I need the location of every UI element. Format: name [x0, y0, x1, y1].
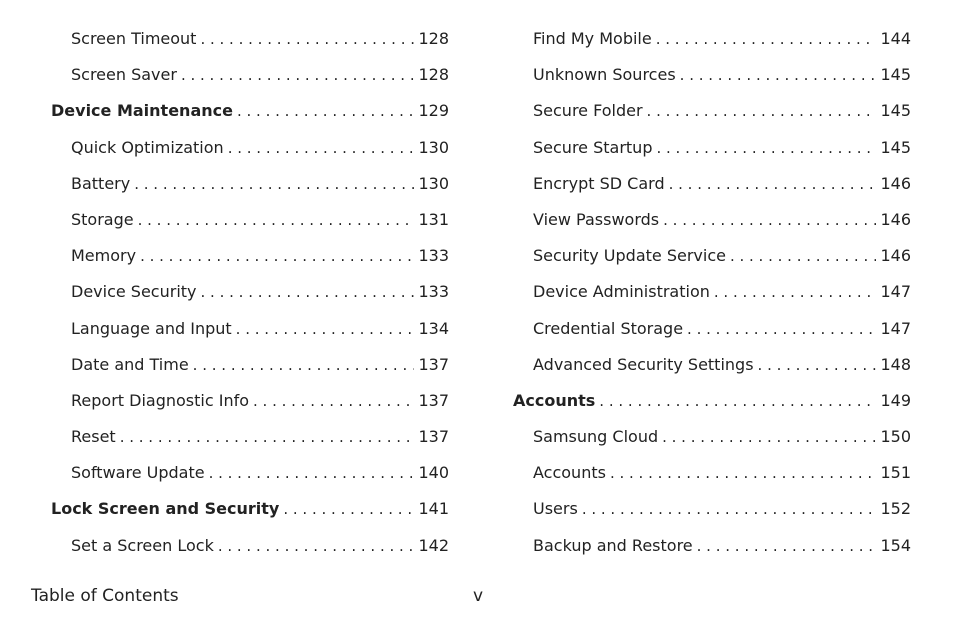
toc-subsection-entry[interactable] [513, 455, 911, 491]
toc-entry-title: Security Update Service [533, 246, 726, 266]
toc-subsection-entry[interactable] [513, 274, 911, 310]
toc-subsection-entry[interactable] [51, 166, 449, 202]
toc-entry-title: Device Maintenance [51, 101, 233, 121]
toc-subsection-entry[interactable] [51, 455, 449, 491]
toc-entry-title: Secure Startup [533, 137, 653, 157]
toc-entry-page-number: 134 [418, 318, 449, 338]
toc-entry-title: Lock Screen and Security [51, 499, 280, 519]
toc-subsection-entry[interactable] [51, 21, 449, 57]
toc-entry-page-number: 149 [880, 390, 911, 410]
dot-leader [140, 238, 414, 274]
toc-subsection-entry[interactable] [51, 274, 449, 310]
dot-leader [193, 347, 415, 383]
toc-entry-page-number: 145 [880, 101, 911, 121]
toc-subsection-entry[interactable] [513, 93, 911, 129]
toc-entry-page-number: 133 [418, 282, 449, 302]
toc-entry-page-number: 142 [418, 535, 449, 555]
toc-entry-title: Users [533, 499, 578, 519]
toc-entry-page-number: 147 [880, 318, 911, 338]
toc-entry-page-number: 148 [880, 354, 911, 374]
toc-entry-title: Report Diagnostic Info [71, 390, 249, 410]
dot-leader [647, 93, 877, 129]
toc-entry-page-number: 152 [880, 499, 911, 519]
toc-entry-title: Software Update [71, 463, 205, 483]
toc-subsection-entry[interactable] [51, 130, 449, 166]
toc-entry-page-number: 130 [418, 173, 449, 193]
toc-section-entry[interactable] [51, 93, 449, 129]
toc-entry-title: Samsung Cloud [533, 427, 659, 447]
dot-leader [228, 130, 415, 166]
toc-subsection-entry[interactable] [513, 130, 911, 166]
toc-right-column [513, 21, 911, 564]
toc-entry-title: Accounts [513, 390, 596, 410]
toc-entry-page-number: 140 [418, 463, 449, 483]
toc-entry-page-number: 130 [418, 137, 449, 157]
toc-entry-page-number: 137 [418, 427, 449, 447]
toc-subsection-entry[interactable] [51, 238, 449, 274]
dot-leader [209, 455, 415, 491]
dot-leader [201, 274, 415, 310]
toc-subsection-entry[interactable] [513, 202, 911, 238]
toc-subsection-entry[interactable] [513, 238, 911, 274]
toc-subsection-entry[interactable] [513, 491, 911, 527]
toc-entry-title: Encrypt SD Card [533, 173, 665, 193]
dot-leader [662, 419, 876, 455]
toc-subsection-entry[interactable] [513, 57, 911, 93]
dot-leader [599, 383, 876, 419]
toc-section-entry[interactable] [513, 383, 911, 419]
toc-entry-title: Set a Screen Lock [71, 535, 214, 555]
dot-leader [680, 57, 877, 93]
toc-entry-title: Backup and Restore [533, 535, 693, 555]
footer-section-label: Table of Contents [31, 586, 179, 606]
toc-entry-page-number: 146 [880, 246, 911, 266]
toc-entry-page-number: 151 [880, 463, 911, 483]
toc-subsection-entry[interactable] [51, 419, 449, 455]
toc-subsection-entry[interactable] [51, 347, 449, 383]
toc-subsection-entry[interactable] [513, 528, 911, 564]
dot-leader [656, 130, 876, 166]
toc-entry-page-number: 150 [880, 427, 911, 447]
toc-subsection-entry[interactable] [51, 528, 449, 564]
toc-entry-page-number: 137 [418, 354, 449, 374]
toc-entry-title: Credential Storage [533, 318, 684, 338]
toc-subsection-entry[interactable] [513, 311, 911, 347]
dot-leader [138, 202, 415, 238]
toc-subsection-entry[interactable] [513, 419, 911, 455]
toc-entry-page-number: 145 [880, 137, 911, 157]
toc-entry-title: Accounts [533, 463, 606, 483]
toc-entry-title: Language and Input [71, 318, 232, 338]
toc-entry-title: View Passwords [533, 209, 660, 229]
toc-entry-title: Battery [71, 173, 131, 193]
toc-subsection-entry[interactable] [513, 347, 911, 383]
toc-entry-page-number: 147 [880, 282, 911, 302]
toc-entry-title: Unknown Sources [533, 65, 676, 85]
dot-leader [697, 528, 877, 564]
toc-entry-title: Memory [71, 246, 137, 266]
toc-section-entry[interactable] [51, 491, 449, 527]
toc-entry-title: Find My Mobile [533, 29, 652, 48]
toc-subsection-entry[interactable] [513, 21, 911, 57]
toc-entry-page-number: 137 [418, 390, 449, 410]
toc-entry-title: Secure Folder [533, 101, 643, 121]
toc-subsection-entry[interactable] [51, 202, 449, 238]
toc-entry-title: Device Security [71, 282, 197, 302]
toc-entry-title: Advanced Security Settings [533, 354, 754, 374]
toc-entry-page-number: 141 [418, 499, 449, 519]
dot-leader [663, 202, 876, 238]
dot-leader [758, 347, 877, 383]
dot-leader [253, 383, 414, 419]
dot-leader [582, 491, 877, 527]
toc-entry-page-number: 146 [880, 209, 911, 229]
dot-leader [200, 21, 414, 57]
dot-leader [714, 274, 877, 310]
dot-leader [669, 166, 877, 202]
toc-entry-title: Screen Saver [71, 65, 177, 85]
dot-leader [120, 419, 415, 455]
toc-subsection-entry[interactable] [513, 166, 911, 202]
toc-entry-page-number: 133 [418, 246, 449, 266]
toc-entry-page-number: 129 [418, 101, 449, 121]
toc-left-column [51, 21, 449, 564]
toc-entry-title: Date and Time [71, 354, 189, 374]
toc-entry-page-number: 128 [418, 29, 449, 48]
dot-leader [236, 311, 415, 347]
dot-leader [656, 21, 877, 57]
dot-leader [218, 528, 415, 564]
toc-entry-title: Quick Optimization [71, 137, 224, 157]
toc-subsection-entry[interactable] [51, 311, 449, 347]
toc-entry-title: Storage [71, 209, 134, 229]
footer-page-number: v [473, 586, 484, 606]
toc-entry-page-number: 146 [880, 173, 911, 193]
toc-entry-page-number: 154 [880, 535, 911, 555]
toc-entry-page-number: 128 [418, 65, 449, 85]
dot-leader [687, 311, 876, 347]
toc-subsection-entry[interactable] [51, 57, 449, 93]
dot-leader [730, 238, 877, 274]
toc-entry-title: Reset [71, 427, 116, 447]
dot-leader [181, 57, 415, 93]
dot-leader [237, 93, 414, 129]
toc-entry-page-number: 131 [418, 209, 449, 229]
toc-subsection-entry[interactable] [51, 383, 449, 419]
toc-entry-title: Device Administration [533, 282, 710, 302]
dot-leader [134, 166, 414, 202]
toc-entry-page-number: 144 [880, 29, 911, 48]
toc-entry-title: Screen Timeout [71, 29, 197, 48]
toc-entry-page-number: 145 [880, 65, 911, 85]
dot-leader [283, 491, 414, 527]
dot-leader [610, 455, 877, 491]
